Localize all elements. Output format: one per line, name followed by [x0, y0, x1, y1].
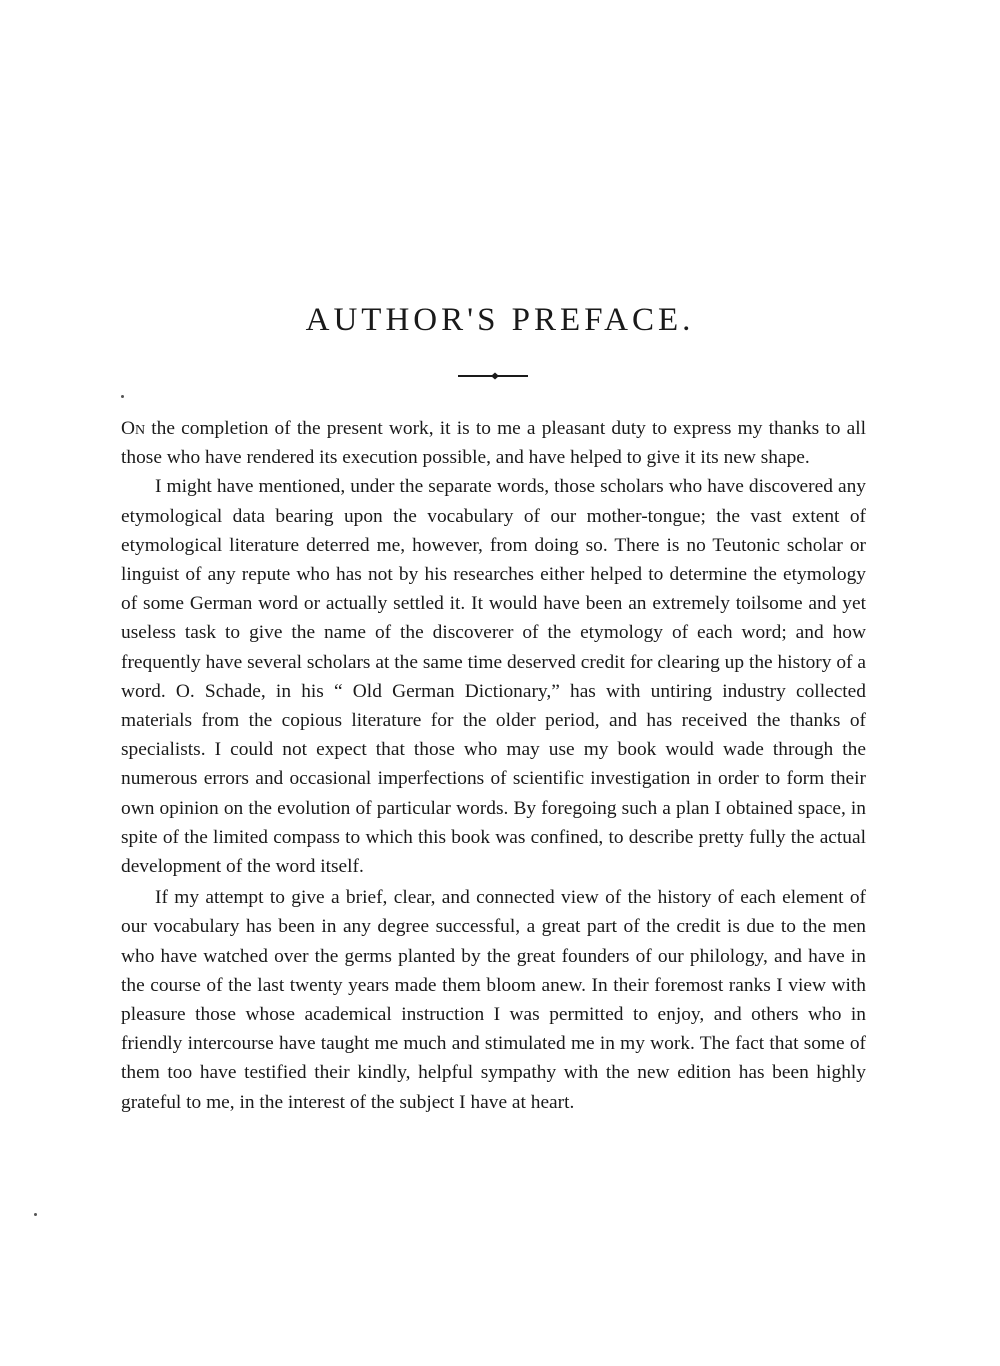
preface-body [121, 414, 866, 1117]
page-title: AUTHOR'S PREFACE. [305, 302, 695, 338]
paragraph-3: If my attempt to give a brief, clear, and connected view of the history of each element of our vocabulary has been in any degree successful, a great part of the credit is due to the men who have watched over the germs planted by the great founders of our philology, and have in the course of the last twenty years made them bloom anew. In their foremost ranks I view with pleasure those whose academical instruction I was permitted to enjoy, and others who in friendly intercourse have taught me much and stimulated me in my work. The fact that some of them too have testified their kindly, helpful sympathy with the new edition has been highly grateful to me, in the interest of the subject I have at heart. [121, 887, 866, 1113]
print-speck [34, 1213, 37, 1216]
title-rule-ornament [458, 369, 528, 383]
print-speck [121, 395, 124, 398]
paragraph-1-text: the completion of the present work, it is to me a pleasant duty to express my thanks to all those who have rendered its execution possible, and have helped to give it its new shape. [121, 418, 866, 469]
paragraph-1-lead: On [121, 418, 146, 439]
paragraph-1 [121, 414, 866, 472]
paragraph-2: I might have mentioned, under the separate words, those scholars who have discovered any etymological data bearing upon the vocabulary of our mother-tongue; the vast extent of etymological literature deterred me, however, from doing so. There is no Teutonic scholar or linguist of any repute who has not by his researches either helped to determine the etymology of some German word or actually settled it. It would have been an extremely toilsome and yet useless task to give the name of the discoverer of the etymology of each word; and how frequently have several scholars at the same time deserved credit for clearing up the history of a word. O. Schade, in his “ Old German Dictionary,” has with untiring industry collected materials from the copious literature for the older period, and has received the thanks of specialists. I could not expect that those who may use my book would wade through the numerous errors and occasional imperfections of scientific investigation in order to form their own opinion on the evolution of particular words. By foregoing such a plan I obtained space, in spite of the limited compass to which this book was confined, to describe pretty fully the actual development of the word itself. [121, 476, 866, 878]
